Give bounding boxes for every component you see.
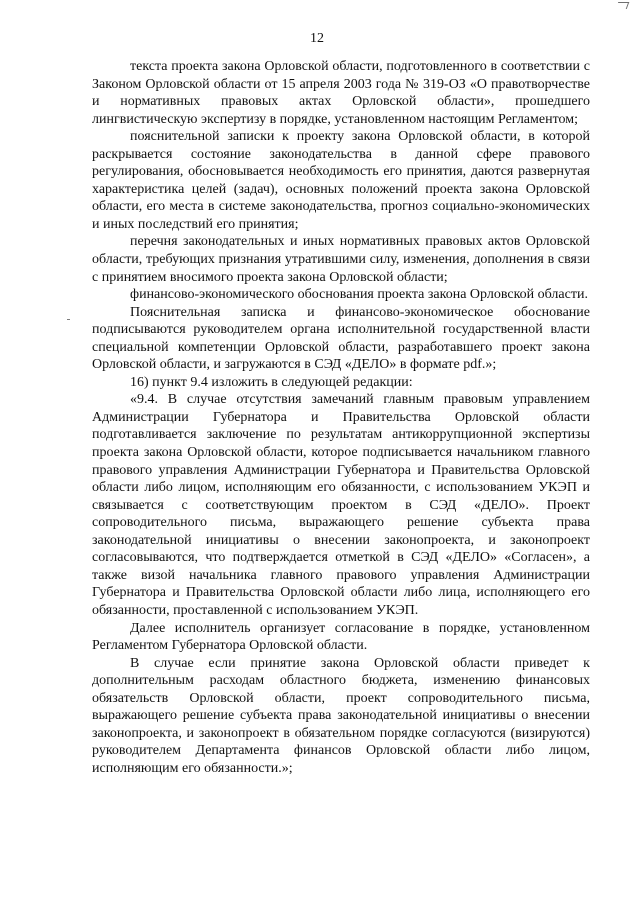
paragraph-financial-justification: финансово-экономического обоснования проекта закона Орловской области. [130,287,588,303]
paragraph-approval-order: Далее исполнитель организует согласование в порядке, установленном Регламентом Губернатора Орловской области. [92,620,590,654]
document-body [92,58,590,777]
paragraph-explanatory-note: пояснительной записки к проекту закона Орловской области, в которой раскрывается состояние законодательства в данной сфере правового регулирования, обосновывается необходимость его принятия, даются развернутая характеристика целей (задач), основных положений проекта закона Орловской области, его места в системе законодательства, прогноз социально-экономических и иных последствий его принятия; [92,129,590,232]
paragraph-clause-9-4: «9.4. В случае отсутствия замечаний главным правовым управлением Администрации Губернатора и Правительства Орловской области подготавливается заключение по результатам антикоррупционной экспертизы проекта закона Орловской области, которое подписывается начальником главного правового управления Администрации Губернатора и Правительства Орловской области либо лицом, исполняющим его обязанности, с использованием УКЭП и связывается с соответствующим проектом в СЭД «ДЕЛО». Проект сопроводительного письма, выражающего решение субъекта права законодательной инициативы о внесении законопроекта, и законопроект согласовываются, что подтверждается отметкой в СЭД «ДЕЛО» «Согласен», а также визой начальника главного правового управления Администрации Губернатора и Правительства Орловской области либо лица, исполняющего его обязанности, проставленной с использованием УКЭП. [92,392,590,618]
paragraph-budget-case: В случае если принятие закона Орловской области приведет к дополнительным расходам областного бюджета, изменению финансовых обязательств Орловской области, проект сопроводительного письма, выражающего решение субъекта права законодательной инициативы о внесении законопроекта, и законопроект в обязательном порядке согласуются (визируются) руководителем Департамента финансов Орловской области либо лицом, исполняющим его обязанности.»; [92,655,590,776]
paragraph-acts-list: перечня законодательных и иных нормативных правовых актов Орловской области, требующих признания утратившими силу, изменения, дополнения в связи с принятием вносимого проекта закона Орловской области; [92,234,590,285]
paragraph-item-16: 16) пункт 9.4 изложить в следующей редакции: [130,374,413,390]
paragraph-signing: Пояснительная записка и финансово-экономическое обоснование подписываются руководителем органа исполнительной государственной власти специальной компетенции Орловской области, разработавшего проект закона Орловской области, и загружаются в СЭД «ДЕЛО» в формате pdf.»; [92,304,590,373]
scan-artifact-dot [67,319,70,320]
scan-artifact [616,2,630,9]
page-number: 12 [310,31,324,46]
paragraph-project-text: текста проекта закона Орловской области, подготовленного в соответствии с Законом Орловской области от 15 апреля 2003 года № 319-ОЗ «О правотворчестве и нормативных правовых актах Орловской области», прошедшего лингвистическую экспертизу в порядке, установленном настоящим Регламентом; [92,59,590,127]
